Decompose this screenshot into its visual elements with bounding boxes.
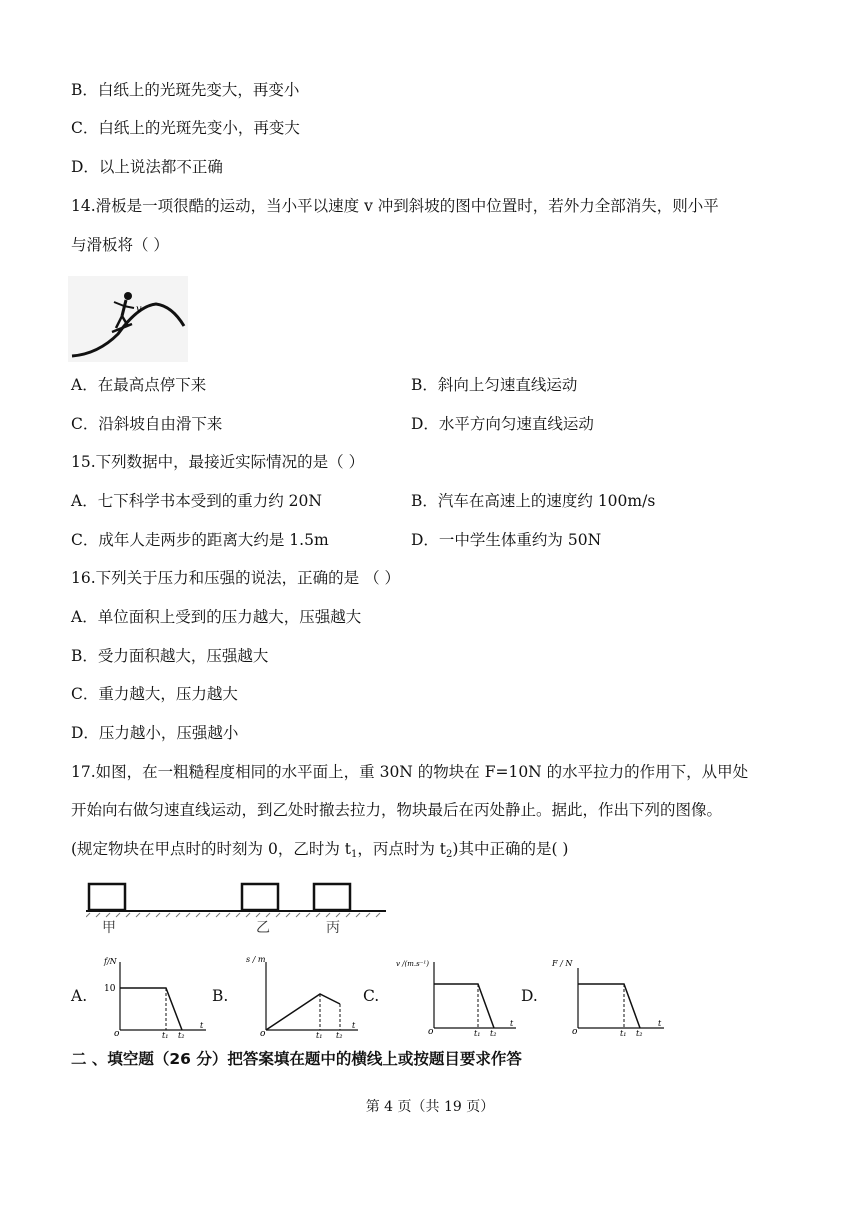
label-jia: 甲 [102,920,116,936]
svg-text:s / m: s / m [246,955,266,964]
q16-stem: 16.下列关于压力和压强的说法，正确的是 （ ） [71,569,401,587]
q14-option-a: A．在最高点停下来 [71,376,207,394]
svg-text:t: t [658,1019,662,1028]
svg-text:t₁: t₁ [162,1031,169,1038]
q15-option-c: C．成年人走两步的距离大约是 1.5m [71,531,329,549]
svg-text:o: o [114,1029,120,1038]
svg-text:o: o [428,1027,434,1037]
q16-option-c: C．重力越大，压力越大 [71,685,238,703]
svg-text:t: t [510,1019,514,1028]
q15-option-d: D．一中学生体重约为 50N [411,531,602,549]
q16-option-d: D．压力越小，压强越小 [71,724,239,742]
ground-blocks-figure [86,880,386,936]
svg-text:t₁: t₁ [474,1029,481,1038]
svg-text:t: t [352,1021,356,1030]
svg-text:t₂: t₂ [178,1031,185,1038]
q13-option-c: C．白纸上的光斑先变小，再变大 [71,119,300,137]
q13-option-d: D．以上说法都不正确 [71,158,223,176]
svg-text:t₂: t₂ [336,1031,343,1038]
q17-stem-line1: 17.如图，在一粗糙程度相同的水平面上，重 30N 的物块在 F=10N 的水平拉力的作用下，从甲处 [71,763,749,781]
block-yi [242,884,278,910]
graph-b-distance-time [246,954,362,1038]
q15-stem: 15.下列数据中，最接近实际情况的是（ ） [71,453,365,471]
svg-text:10: 10 [104,984,116,994]
section-2-heading: 二 、填空题（26 分）把答案填在题中的横线上或按题目要求作答 [71,1050,522,1068]
q14-option-c: C．沿斜坡自由滑下来 [71,415,223,433]
q14-stem-line2: 与滑板将（ ） [71,236,169,254]
q17-option-c-label: C. [363,987,380,1005]
q17-option-b-label: B. [212,987,229,1005]
q15-option-a: A．七下科学书本受到的重力约 20N [71,492,322,510]
svg-text:f/N: f/N [104,957,117,966]
graph-d-force-time [548,954,668,1038]
svg-text:t₁: t₁ [620,1029,627,1038]
block-bing [314,884,350,910]
svg-text:v /(m.s⁻¹): v /(m.s⁻¹) [396,960,429,968]
q17-stem-line2: 开始向右做匀速直线运动，到乙处时撤去拉力，物块最后在丙处静止。据此，作出下列的图像。 [71,801,723,819]
svg-text:o: o [260,1029,266,1038]
velocity-label: v [136,304,142,315]
svg-text:F / N: F / N [552,959,573,968]
label-yi: 乙 [256,920,270,936]
svg-text:o: o [572,1027,578,1037]
label-bing: 丙 [326,920,340,936]
svg-text:t: t [200,1021,204,1030]
q14-option-b: B．斜向上匀速直线运动 [411,376,578,394]
q14-option-d: D．水平方向匀速直线运动 [411,415,594,433]
skateboard-slope-figure [68,276,188,362]
graph-c-velocity-time [394,954,518,1038]
q17-option-d-label: D. [521,987,538,1005]
svg-text:t₁: t₁ [316,1031,323,1038]
graph-a-friction-time [100,954,210,1038]
svg-text:t₂: t₂ [636,1029,643,1038]
svg-text:t₂: t₂ [490,1029,497,1038]
q17-option-a-label: A. [71,987,88,1005]
q16-option-a: A．单位面积上受到的压力越大，压强越大 [71,608,362,626]
q13-option-b: B．白纸上的光斑先变大，再变小 [71,81,300,99]
q15-option-b: B．汽车在高速上的速度约 100m/s [411,492,656,510]
q16-option-b: B．受力面积越大，压强越大 [71,647,269,665]
page-number: 第 4 页（共 19 页） [365,1099,495,1115]
block-jia [89,884,125,910]
q17-stem-line3: (规定物块在甲点时的时刻为 0，乙时为 $t_1$，丙点时为 $t_2$)其中正确的是( ) [71,840,569,860]
q14-stem-line1: 14.滑板是一项很酷的运动，当小平以速度 v 冲到斜坡的图中位置时，若外力全部消失，则小平 [71,197,719,215]
